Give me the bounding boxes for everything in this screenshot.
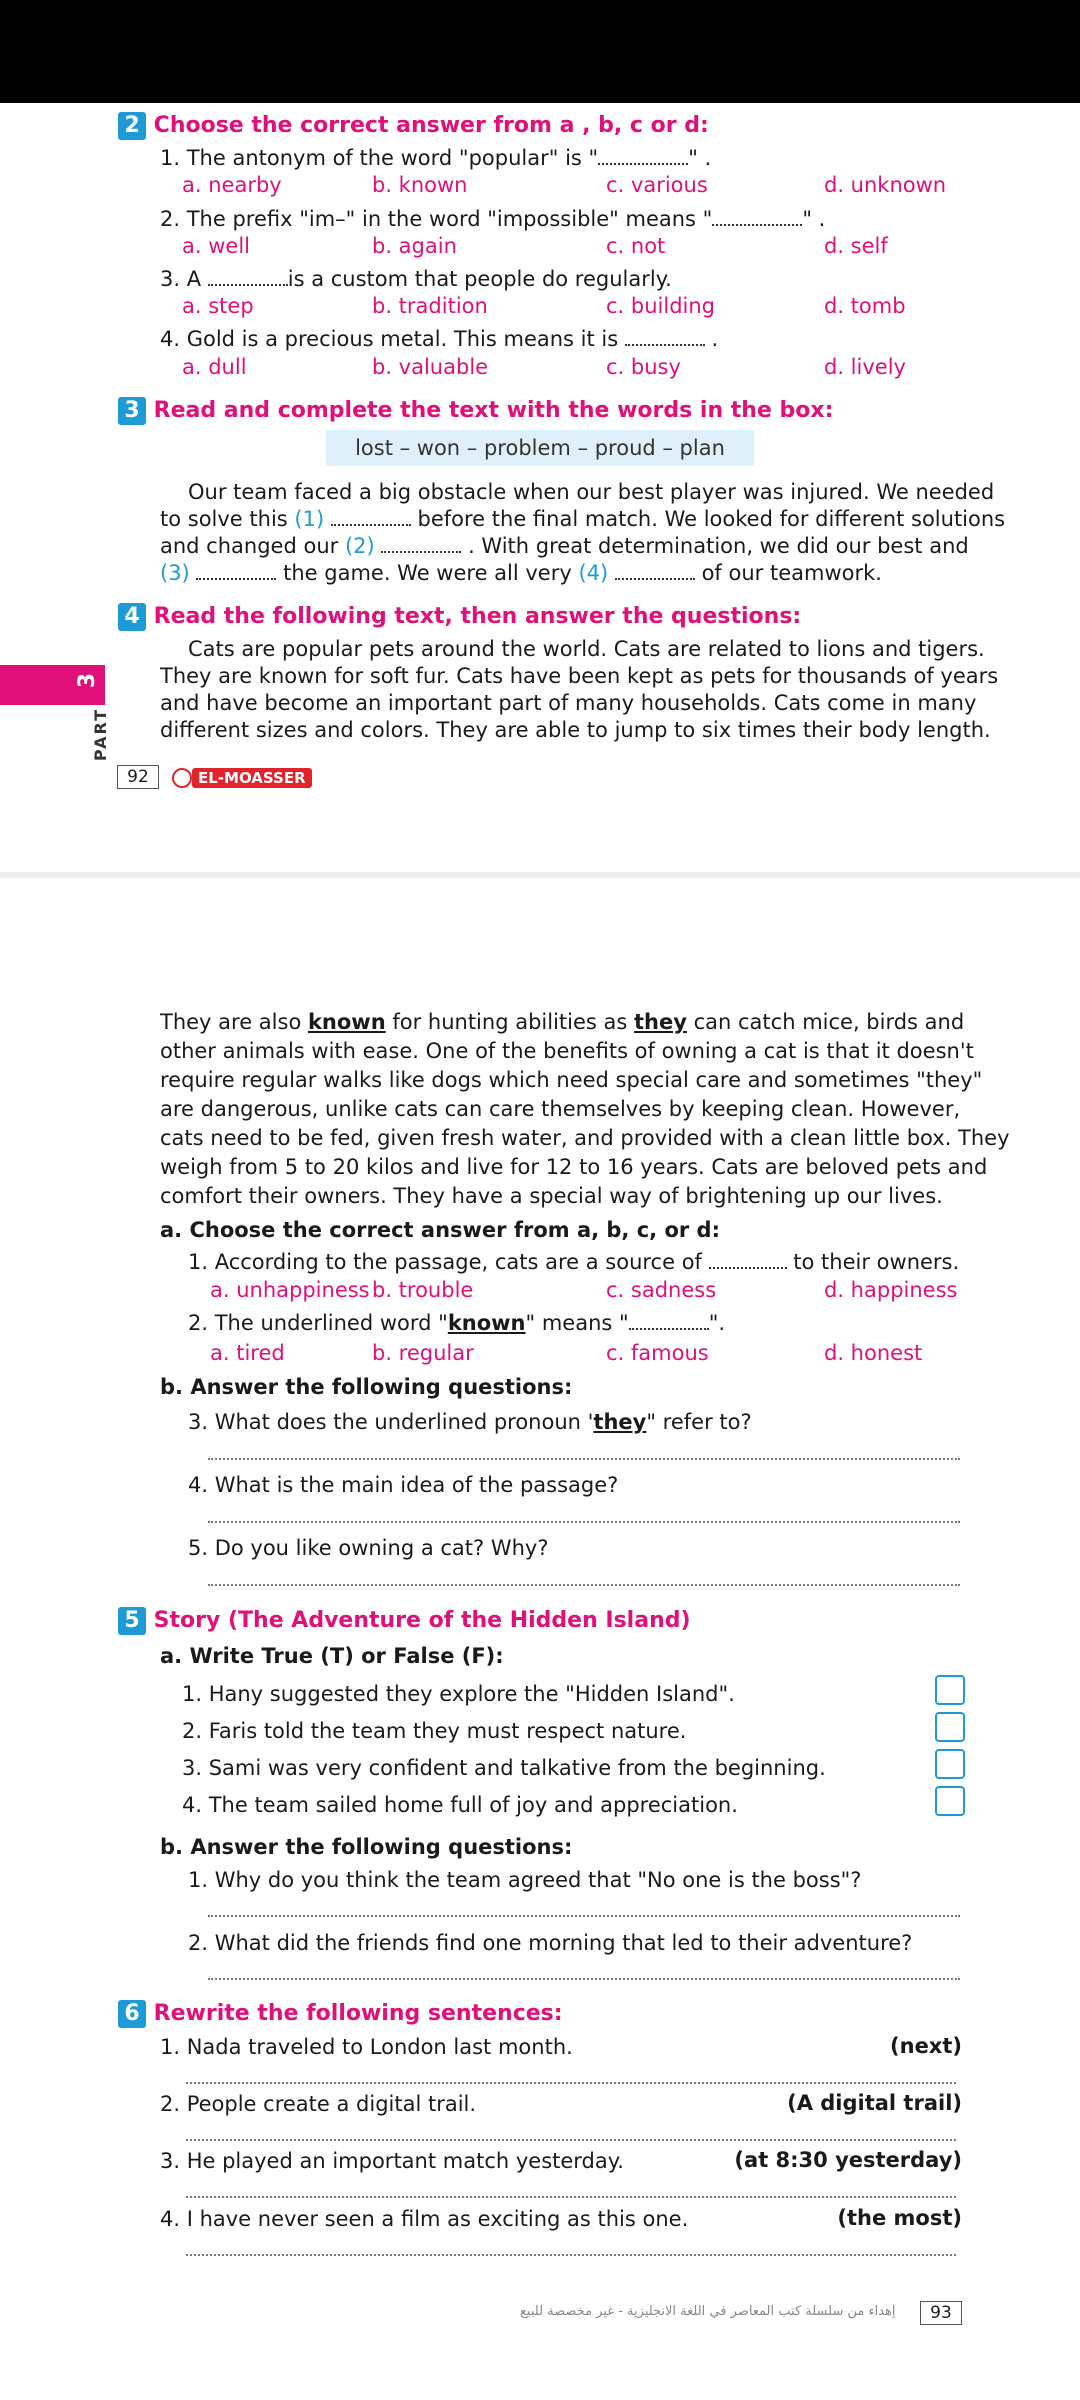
page-divider [0, 872, 1080, 878]
question: 1. According to the passage, cats are a source of to their owners. [188, 1250, 960, 1274]
tf-checkbox[interactable] [935, 1786, 965, 1816]
option-a[interactable]: a. unhappiness [210, 1278, 370, 1302]
option-c[interactable]: c. busy [606, 355, 681, 379]
brand-logo: EL-MOASSER [192, 768, 312, 788]
tf-checkbox[interactable] [935, 1712, 965, 1742]
text-line: Cats are popular pets around the world. Cats are related to lions and tigers. [188, 637, 985, 661]
text-line: They are known for soft fur. Cats have been kept as pets for thousands of years [160, 664, 999, 688]
tf-checkbox[interactable] [935, 1675, 965, 1705]
option-b[interactable]: b. tradition [372, 294, 488, 318]
answer-line[interactable] [208, 1584, 960, 1586]
section-number: 6 [118, 2000, 146, 2028]
option-a[interactable]: a. step [182, 294, 254, 318]
option-c[interactable]: c. various [606, 173, 708, 197]
underlined-known: known [307, 1010, 386, 1034]
option-d[interactable]: d. honest [824, 1341, 923, 1365]
section-6-title: 6 Rewrite the following sentences: [118, 2000, 563, 2028]
option-a[interactable]: a. well [182, 234, 250, 258]
answer-line[interactable] [208, 1978, 960, 1980]
question: 1. The antonym of the word "popular" is " " . [160, 146, 712, 170]
tf-statement: 1. Hany suggested they explore the "Hidden Island". [182, 1682, 735, 1706]
part-label: PART [91, 707, 111, 762]
tf-statement: 4. The team sailed home full of joy and appreciation. [182, 1793, 738, 1817]
text-line: and have become an important part of many households. Cats come in many [160, 691, 977, 715]
text-line: other animals with ease. One of the benefits of owning a cat is that it doesn't [160, 1039, 974, 1063]
subsection-title: a. Write True (T) or False (F): [160, 1644, 504, 1668]
option-b[interactable]: b. regular [372, 1341, 474, 1365]
section-number: 5 [118, 1607, 146, 1635]
text-line: to solve this (1) before the final match. We looked for different solutions [160, 507, 1006, 531]
option-d[interactable]: d. tomb [824, 294, 906, 318]
rewrite-hint: (A digital trail) [787, 2091, 962, 2115]
underlined-they: they [634, 1010, 687, 1034]
top-bar [0, 0, 1080, 103]
answer-line[interactable] [208, 1915, 960, 1917]
text-line: cats need to be fed, given fresh water, and provided with a clean little box. They [160, 1126, 1010, 1150]
answer-line[interactable] [186, 2254, 956, 2256]
answer-line[interactable] [186, 2139, 956, 2141]
text-line: different sizes and colors. They are able to jump to six times their body length. [160, 718, 991, 742]
option-b[interactable]: b. valuable [372, 355, 489, 379]
word-box: lost – won – problem – proud – plan [326, 430, 754, 466]
option-a[interactable]: a. dull [182, 355, 247, 379]
brand-icon [172, 768, 192, 788]
rewrite-sentence: 4. I have never seen a film as exciting as this one. [160, 2207, 689, 2231]
text-line: comfort their owners. They have a special way of brightening up our lives. [160, 1184, 943, 1208]
question: 2. What did the friends find one morning that led to their adventure? [188, 1931, 913, 1955]
subsection-title: a. Choose the correct answer from a, b, c, or d: [160, 1218, 720, 1242]
question: 2. The prefix "im–" in the word "impossible" means " " . [160, 207, 826, 231]
rewrite-hint: (at 8:30 yesterday) [734, 2148, 962, 2172]
rewrite-hint: (next) [890, 2034, 962, 2058]
option-d[interactable]: d. lively [824, 355, 906, 379]
question: 3. What does the underlined pronoun 'they" refer to? [188, 1410, 752, 1434]
option-d[interactable]: d. unknown [824, 173, 947, 197]
question: 4. What is the main idea of the passage? [188, 1473, 619, 1497]
section-number: 4 [118, 603, 146, 631]
option-c[interactable]: c. famous [606, 1341, 709, 1365]
text-line: and changed our (2) . With great determination, we did our best and [160, 534, 969, 558]
answer-line[interactable] [186, 2196, 956, 2198]
text-line: weigh from 5 to 20 kilos and live for 12 to 16 years. Cats are beloved pets and [160, 1155, 988, 1179]
page-number: 92 [117, 765, 159, 789]
question: 4. Gold is a precious metal. This means it is . [160, 327, 719, 351]
answer-line[interactable] [186, 2082, 956, 2084]
section-3-title: 3 Read and complete the text with the words in the box: [118, 397, 833, 425]
text-line: require regular walks like dogs which need special care and sometimes "they" [160, 1068, 983, 1092]
option-d[interactable]: d. happiness [824, 1278, 958, 1302]
rewrite-hint: (the most) [837, 2206, 962, 2230]
option-b[interactable]: b. trouble [372, 1278, 474, 1302]
tf-statement: 2. Faris told the team they must respect nature. [182, 1719, 687, 1743]
subsection-title: b. Answer the following questions: [160, 1375, 573, 1399]
text-line: are dangerous, unlike cats can care themselves by keeping clean. However, [160, 1097, 961, 1121]
question: 1. Why do you think the team agreed that "No one is the boss"? [188, 1868, 862, 1892]
answer-line[interactable] [208, 1521, 960, 1523]
page-number: 93 [920, 2301, 962, 2325]
option-c[interactable]: c. building [606, 294, 716, 318]
rewrite-sentence: 1. Nada traveled to London last month. [160, 2035, 573, 2059]
tf-statement: 3. Sami was very confident and talkative from the beginning. [182, 1756, 826, 1780]
text-line: They are also known for hunting abilities as they can catch mice, birds and [160, 1010, 965, 1034]
option-a[interactable]: a. nearby [182, 173, 282, 197]
option-c[interactable]: c. sadness [606, 1278, 717, 1302]
option-b[interactable]: b. again [372, 234, 457, 258]
subsection-title: b. Answer the following questions: [160, 1835, 573, 1859]
section-5-title: 5 Story (The Adventure of the Hidden Island) [118, 1607, 691, 1635]
section-number: 3 [118, 397, 146, 425]
tf-checkbox[interactable] [935, 1749, 965, 1779]
question: 5. Do you like owning a cat? Why? [188, 1536, 549, 1560]
answer-line[interactable] [208, 1458, 960, 1460]
text-line: Our team faced a big obstacle when our best player was injured. We needed [188, 480, 995, 504]
option-c[interactable]: c. not [606, 234, 666, 258]
option-b[interactable]: b. known [372, 173, 468, 197]
question: 2. The underlined word "known" means " ". [188, 1311, 726, 1335]
text-line: (3) the game. We were all very (4) of our teamwork. [160, 561, 882, 585]
section-2-title: 2 Choose the correct answer from a , b, c or d: [118, 112, 709, 140]
part-number: 3 [75, 672, 101, 689]
section-4-title: 4 Read the following text, then answer the questions: [118, 603, 801, 631]
rewrite-sentence: 2. People create a digital trail. [160, 2092, 477, 2116]
rewrite-sentence: 3. He played an important match yesterday. [160, 2149, 624, 2173]
question: 3. A is a custom that people do regularly. [160, 267, 672, 291]
option-a[interactable]: a. tired [210, 1341, 285, 1365]
footer-note: إهداء من سلسلة كتب المعاصر في اللغة الانجليزية - غير مخصصة للبيع [520, 2304, 896, 2319]
section-number: 2 [118, 112, 146, 140]
option-d[interactable]: d. self [824, 234, 888, 258]
